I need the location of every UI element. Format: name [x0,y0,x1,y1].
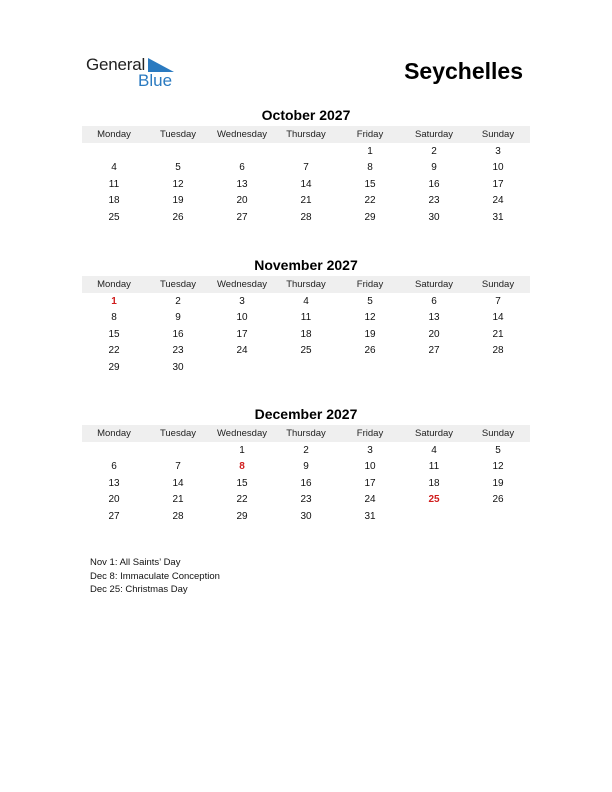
holiday-note: Dec 8: Immaculate Conception [90,570,220,582]
day-cell: 10 [236,312,248,324]
day-cell: 13 [236,178,248,190]
day-cell: 24 [236,345,248,357]
day-cell: 25 [300,345,312,357]
day-cell: 16 [428,178,440,190]
month-title: October 2027 [261,107,351,123]
day-cell: 13 [428,312,440,324]
day-cell: 20 [236,195,248,207]
day-cell: 18 [428,477,440,489]
weekday-header-row [82,126,530,143]
day-cell: 9 [431,162,437,174]
day-cell: 29 [236,510,248,522]
day-cell: 24 [364,494,376,506]
month-november [82,256,530,376]
day-cell: 11 [428,461,440,473]
weekday-header-row [82,425,530,442]
day-cell: 2 [431,145,437,157]
weekday-label: Friday [356,279,384,290]
day-cell: 9 [303,461,309,473]
day-cell: 3 [367,444,373,456]
weekday-label: Sunday [481,279,515,290]
month-title: December 2027 [254,406,358,422]
weekday-header-row [82,276,530,293]
week-row [82,508,530,525]
month-title: November 2027 [254,257,358,273]
week-row [82,193,530,210]
day-cell: 14 [172,477,184,489]
holiday-day-cell: 8 [239,461,245,473]
day-cell: 21 [172,494,184,506]
weekday-label: Monday [97,428,131,439]
day-cell: 29 [108,361,120,373]
week-row [82,442,530,459]
week-row [82,459,530,476]
week-row [82,310,530,327]
week-row [82,359,530,376]
day-cell: 22 [364,195,376,207]
week-row [82,176,530,193]
week-row [82,293,530,310]
holiday-note: Dec 25: Christmas Day [90,584,188,595]
day-cell: 26 [172,211,184,223]
day-cell: 17 [236,328,248,340]
weekday-label: Monday [97,279,131,290]
day-cell: 11 [300,312,312,324]
week-row [82,492,530,509]
holiday-notes [90,556,220,597]
day-cell: 14 [300,178,312,190]
day-cell: 5 [495,444,501,456]
weekday-label: Monday [97,129,131,140]
day-cell: 2 [303,444,309,456]
day-cell: 7 [303,162,309,174]
weekday-label: Thursday [286,129,326,140]
month-october [82,106,530,226]
weekday-label: Thursday [286,428,326,439]
day-cell: 11 [108,178,120,190]
day-cell: 17 [364,477,376,489]
logo-word-general: General [86,55,146,74]
day-cell: 3 [495,145,501,157]
day-cell: 20 [108,494,120,506]
week-row [82,209,530,226]
day-cell: 18 [300,328,312,340]
day-cell: 22 [236,494,248,506]
day-cell: 30 [172,361,184,373]
day-cell: 13 [108,477,120,489]
weekday-label: Tuesday [159,428,197,439]
day-cell: 10 [364,461,376,473]
holiday-note: Nov 1: All Saints’ Day [90,557,181,568]
day-cell: 7 [175,461,181,473]
country-title: Seychelles [404,58,523,84]
day-cell: 19 [172,195,184,207]
weekday-label: Sunday [481,129,515,140]
day-cell: 30 [428,211,440,223]
day-cell: 23 [428,195,440,207]
weekday-label: Friday [356,428,384,439]
weekday-label: Tuesday [159,279,197,290]
day-cell: 21 [300,195,312,207]
day-cell: 25 [108,211,120,223]
day-cell: 6 [431,295,437,307]
day-cell: 28 [300,211,312,223]
day-cell: 15 [236,477,248,489]
weekday-label: Wednesday [217,129,267,140]
day-cell: 4 [111,162,117,174]
holiday-day-cell: 1 [111,295,117,307]
weekday-label: Saturday [414,279,454,290]
day-cell: 26 [364,345,376,357]
day-cell: 24 [492,195,504,207]
day-cell: 6 [239,162,245,174]
day-cell: 18 [108,195,120,207]
month-december [82,405,530,525]
week-row [82,326,530,343]
day-cell: 12 [172,178,184,190]
day-cell: 9 [175,312,181,324]
day-cell: 28 [172,510,184,522]
weekday-label: Saturday [414,428,454,439]
day-cell: 6 [111,461,117,473]
logo-word-blue: Blue [138,71,173,90]
day-cell: 16 [172,328,184,340]
day-cell: 8 [367,162,373,174]
day-cell: 17 [492,178,504,190]
week-row [82,143,530,160]
day-cell: 7 [495,295,501,307]
day-cell: 31 [364,510,376,522]
week-row [82,475,530,492]
day-cell: 1 [239,444,245,456]
day-cell: 27 [108,510,120,522]
day-cell: 1 [367,145,373,157]
day-cell: 23 [300,494,312,506]
day-cell: 3 [239,295,245,307]
week-row [82,343,530,360]
weekday-label: Wednesday [217,279,267,290]
day-cell: 30 [300,510,312,522]
day-cell: 29 [364,211,376,223]
day-cell: 12 [492,461,504,473]
weekday-label: Friday [356,129,384,140]
day-cell: 19 [492,477,504,489]
day-cell: 27 [428,345,440,357]
weekday-label: Saturday [414,129,454,140]
day-cell: 4 [303,295,309,307]
day-cell: 19 [364,328,376,340]
day-cell: 5 [367,295,373,307]
day-cell: 12 [364,312,376,324]
day-cell: 28 [492,345,504,357]
day-cell: 23 [172,345,184,357]
day-cell: 21 [492,328,504,340]
day-cell: 26 [492,494,504,506]
day-cell: 20 [428,328,440,340]
day-cell: 27 [236,211,248,223]
day-cell: 14 [492,312,504,324]
day-cell: 8 [111,312,117,324]
day-cell: 2 [175,295,181,307]
logo [86,55,186,91]
holiday-day-cell: 25 [428,494,440,506]
day-cell: 15 [364,178,376,190]
weekday-label: Thursday [286,279,326,290]
day-cell: 16 [300,477,312,489]
weekday-label: Wednesday [217,428,267,439]
day-cell: 5 [175,162,181,174]
day-cell: 10 [492,162,504,174]
weekday-label: Tuesday [159,129,197,140]
week-row [82,160,530,177]
day-cell: 15 [108,328,120,340]
day-cell: 4 [431,444,437,456]
day-cell: 31 [492,211,504,223]
day-cell: 22 [108,345,120,357]
weekday-label: Sunday [481,428,515,439]
